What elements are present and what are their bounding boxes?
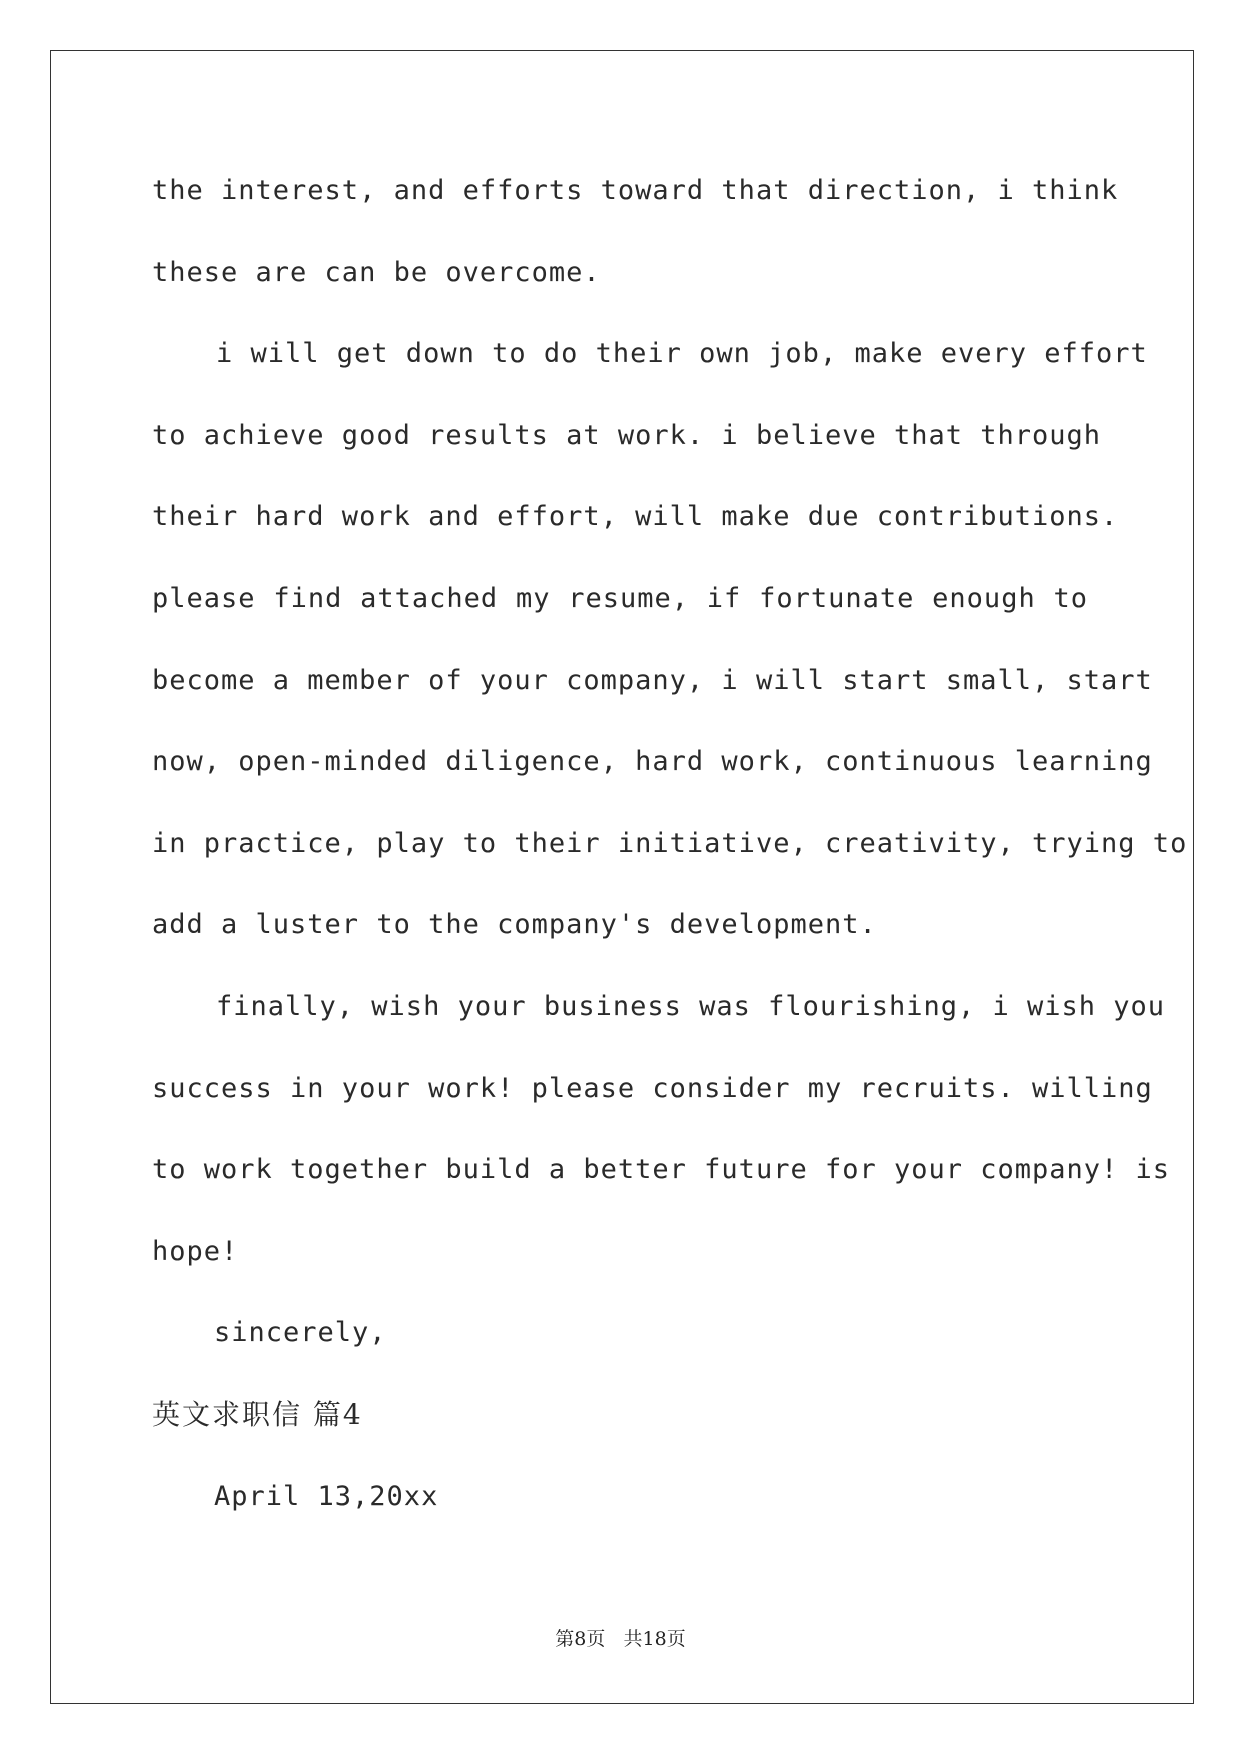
paragraph-line: now, open-minded diligence, hard work, continuous learning <box>152 746 1153 778</box>
paragraph-line: these are can be overcome. <box>152 256 601 288</box>
letter-body <box>152 150 1188 1537</box>
paragraph-line: add a luster to the company's development. <box>152 909 877 941</box>
paragraph-line: become a member of your company, i will start small, start <box>152 664 1153 696</box>
paragraph-line: hope! <box>152 1235 239 1267</box>
paragraph-line: in practice, play to their initiative, creativity, trying to <box>152 827 1188 859</box>
page-total: 共18页 <box>623 1628 686 1650</box>
paragraph-line: to work together build a better future for your company! is <box>152 1154 1171 1186</box>
page-footer <box>0 1624 1241 1651</box>
footer-spacer <box>605 1628 623 1650</box>
paragraph-line: success in your work! please consider my recruits. willing <box>152 1072 1153 1104</box>
paragraph-line: finally, wish your business was flourishing, i wish you <box>216 990 1166 1022</box>
paragraph-line: i will get down to do their own job, make every effort <box>216 338 1148 370</box>
page-number: 第8页 <box>555 1628 606 1650</box>
paragraph-line: the interest, and efforts toward that direction, i think <box>152 175 1119 206</box>
date-line: April 13,20xx <box>214 1480 439 1512</box>
closing-line: sincerely, <box>214 1317 387 1349</box>
paragraph-line: their hard work and effort, will make due contributions. <box>152 501 1119 533</box>
paragraph-line: please find attached my resume, if fortunate enough to <box>152 582 1088 614</box>
section-heading: 英文求职信 篇4 <box>152 1397 363 1431</box>
paragraph-line: to achieve good results at work. i believe that through <box>152 419 1102 451</box>
